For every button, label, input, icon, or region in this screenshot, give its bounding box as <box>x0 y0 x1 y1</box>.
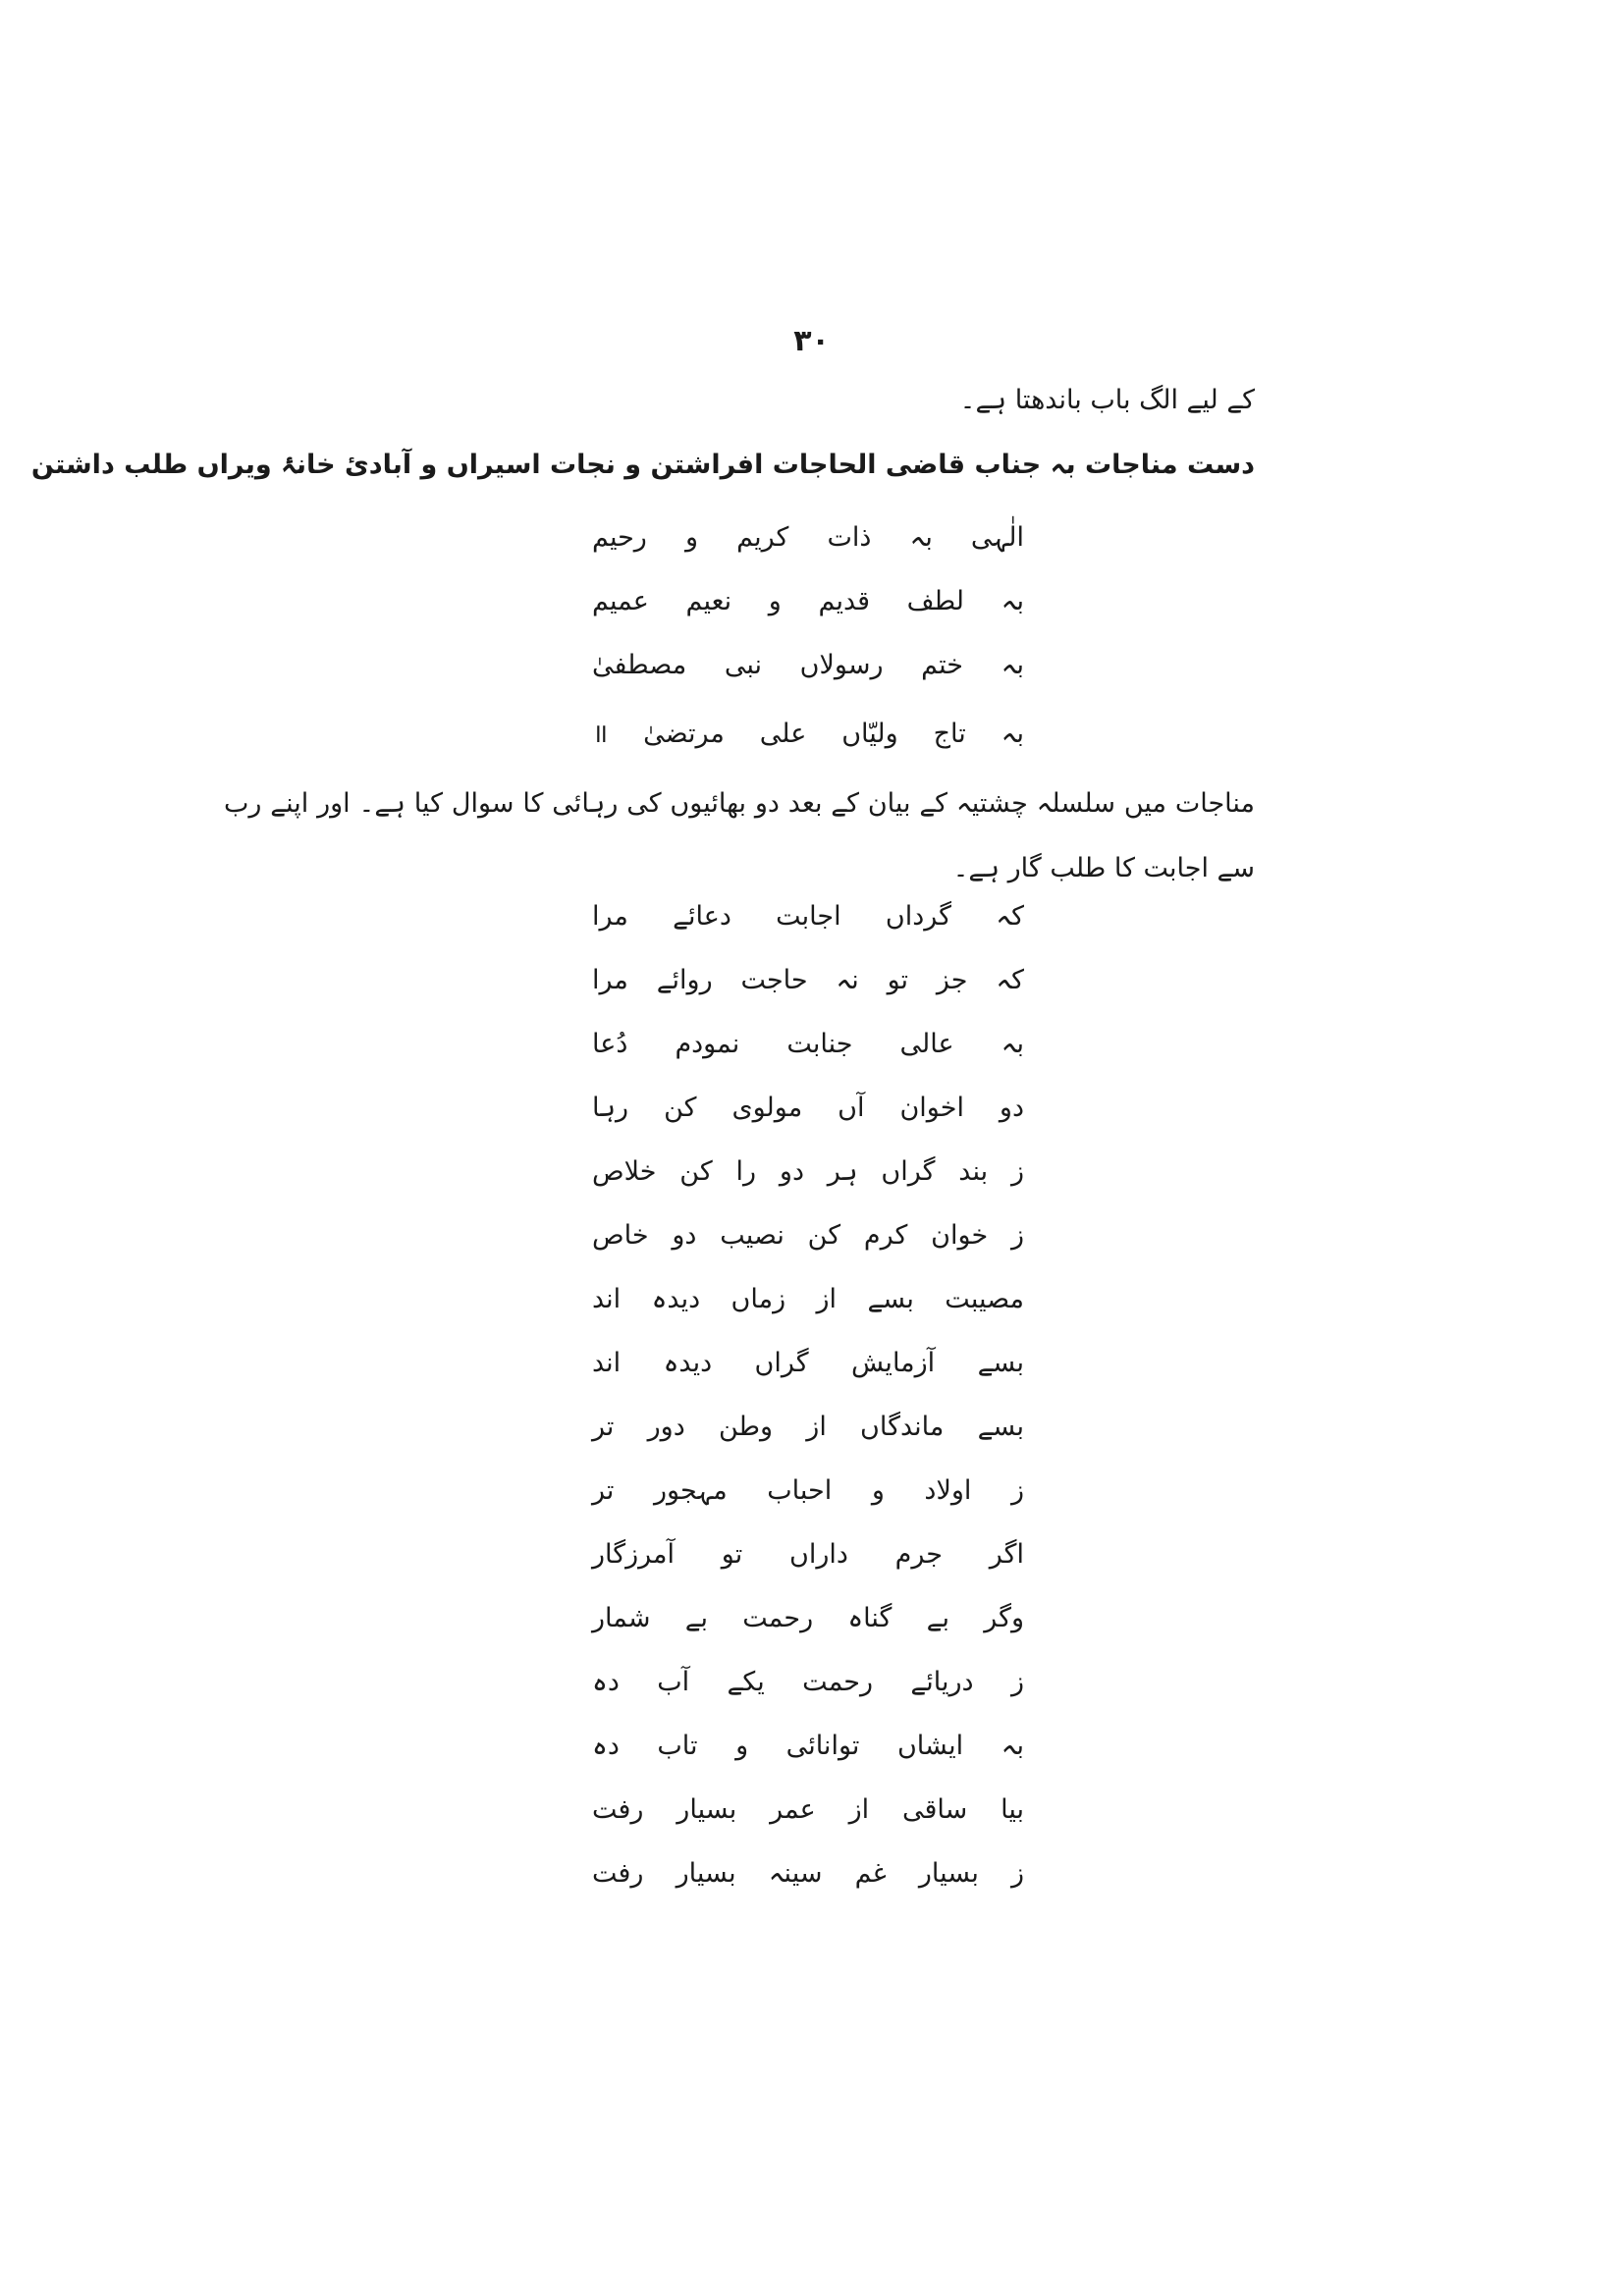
opening-verse-3: بہ ختم رسولاں نبی مصطفیٰ <box>592 650 1024 680</box>
verse-line: اگر جرم داراں تو آمرزگار <box>592 1539 1024 1570</box>
intro-line: کے لیے الگ باب باندھتا ہے۔ <box>959 385 1255 415</box>
opening-verse-4: بہ تاج ولیّاں علی مرتضیٰ ॥ <box>592 719 1024 749</box>
page-number: ۳۰ <box>793 324 830 358</box>
commentary-paragraph: مناجات میں سلسلہ چشتیہ کے بیان کے بعد دو بھائیوں کی رہائی کا سوال کیا ہے۔ اور اپنے رب سے اجابت کا طلب گار ہے۔ <box>224 788 1255 883</box>
verse-line: ز اولاد و احباب مہجور تر <box>592 1475 1024 1506</box>
verse-line: کہ گرداں اجابت دعائے مرا <box>592 901 1024 932</box>
verse-line: بسے ماندگاں از وطن دور تر <box>592 1412 1024 1442</box>
verse-line: دو اخوان آں مولوی کن رہا <box>592 1093 1024 1123</box>
verse-line: مصیبت بسے از زماں دیدہ اند <box>592 1284 1024 1314</box>
opening-verse-1: الٰہی بہ ذات کریم و رحیم <box>592 522 1024 553</box>
section-heading: دست مناجات بہ جناب قاضی الحاجات افراشتن و نجات اسیراں و آبادیٔ خانۂ ویراں طلب داشتن <box>30 450 1255 480</box>
verse-line: ز بسیار غم سینہ بسیار رفت <box>592 1858 1024 1889</box>
verse-line: ز دریائے رحمت یکے آب دہ <box>592 1667 1024 1697</box>
opening-verse-2: بہ لطف قدیم و نعیم عمیم <box>592 586 1024 616</box>
verse-line: بیا ساقی از عمر بسیار رفت <box>592 1794 1024 1825</box>
verse-line: ز بند گراں ہر دو را کن خلاص <box>592 1156 1024 1187</box>
verse-line: وگر بے گناہ رحمت بے شمار <box>592 1603 1024 1633</box>
verse-line: ز خوان کرم کن نصیب دو خاص <box>592 1220 1024 1251</box>
verse-line: کہ جز تو نہ حاجت روائے مرا <box>592 965 1024 995</box>
verse-line: بسے آزمایش گراں دیدہ اند <box>592 1348 1024 1378</box>
verse-line: بہ ایشاں توانائی و تاب دہ <box>592 1731 1024 1761</box>
verse-line: بہ عالی جنابت نمودم دُعا <box>592 1029 1024 1059</box>
